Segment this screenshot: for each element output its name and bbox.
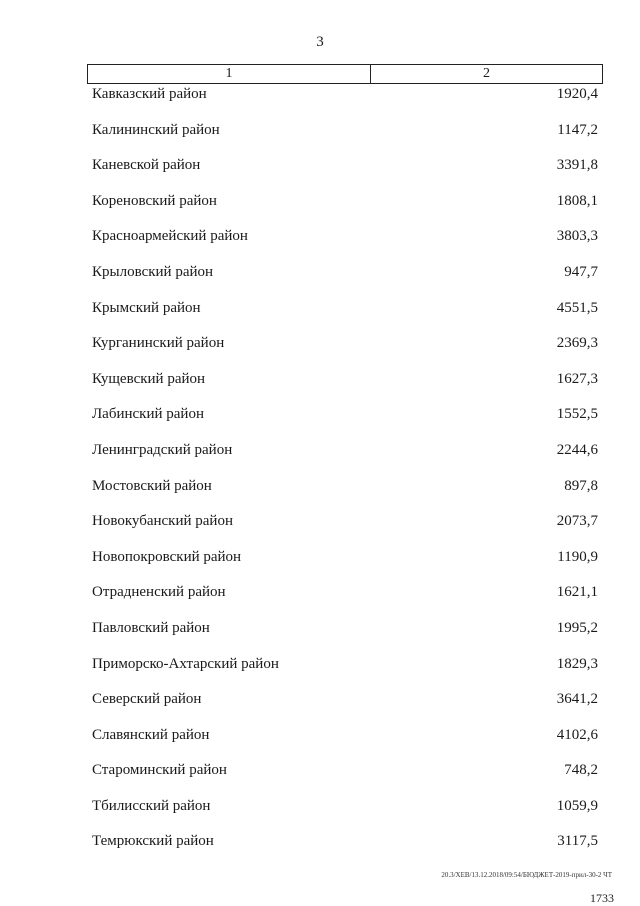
district-name: Лабинский район [92,406,204,423]
table-row [92,831,598,867]
table-row [92,760,598,796]
page-number: 3 [316,34,324,50]
district-name: Северский район [92,691,202,708]
district-value: 1059,9 [556,797,598,814]
district-value: 3641,2 [556,691,598,708]
district-name: Новопокровский район [92,548,242,565]
table-row [92,191,598,227]
table-row [92,618,598,654]
district-list [92,84,598,867]
table-row [92,547,598,583]
district-value: 1627,3 [556,370,598,387]
district-value: 1190,9 [557,548,598,565]
table-row [92,654,598,690]
district-value: 2244,6 [556,441,598,458]
district-value: 4551,5 [556,299,598,316]
district-name: Каневской район [92,157,201,174]
table-row [92,333,598,369]
district-value: 1552,5 [556,406,598,423]
document-stamp: 20.3/ХЕВ/13.12.2018/09:54/БЮДЖЕТ-2019-прил-30-2 ЧТ [441,871,612,879]
table-row [92,725,598,761]
district-name: Староминский район [92,762,227,779]
district-name: Калининский район [92,121,220,138]
district-value: 1147,2 [557,121,598,138]
district-name: Кущевский район [92,370,206,387]
table-row [92,298,598,334]
district-name: Крыловский район [92,263,214,280]
district-value: 3803,3 [556,228,598,245]
district-name: Темрюкский район [92,833,214,850]
table-row [92,369,598,405]
district-name: Отрадненский район [92,584,226,601]
district-value: 897,8 [564,477,598,494]
table-row [92,404,598,440]
district-name: Ленинградский район [92,441,233,458]
table-row [92,796,598,832]
district-name: Приморско-Ахтарский район [92,655,279,672]
district-value: 1621,1 [556,584,598,601]
table-row [92,226,598,262]
table-row [92,155,598,191]
header-column-1: 1 [88,65,371,83]
district-name: Новокубанский район [92,513,233,530]
district-name: Курганинский район [92,335,225,352]
table-row [92,120,598,156]
district-name: Красноармейский район [92,228,248,245]
district-name: Тбилисский район [92,797,211,814]
sheet-number: 1733 [590,891,614,905]
district-value: 2369,3 [556,335,598,352]
district-value: 1808,1 [556,192,598,209]
district-value: 748,2 [564,762,598,779]
district-value: 947,7 [564,263,598,280]
district-value: 4102,6 [556,726,598,743]
table-row [92,689,598,725]
district-name: Павловский район [92,619,210,636]
district-value: 1995,2 [556,619,598,636]
district-name: Кавказский район [92,86,207,102]
district-value: 1920,4 [556,86,598,102]
table-row [92,511,598,547]
header-column-2: 2 [483,66,490,81]
table-header [87,64,603,84]
table-row [92,440,598,476]
district-name: Кореновский район [92,192,217,209]
table-row [92,476,598,512]
district-value: 1829,3 [556,655,598,672]
district-value: 3117,5 [557,833,598,850]
district-name: Крымский район [92,299,201,316]
district-name: Мостовский район [92,477,212,494]
district-name: Славянский район [92,726,210,743]
table-row [92,84,598,120]
district-value: 3391,8 [556,157,598,174]
district-value: 2073,7 [556,513,598,530]
table-row [92,262,598,298]
table-row [92,582,598,618]
